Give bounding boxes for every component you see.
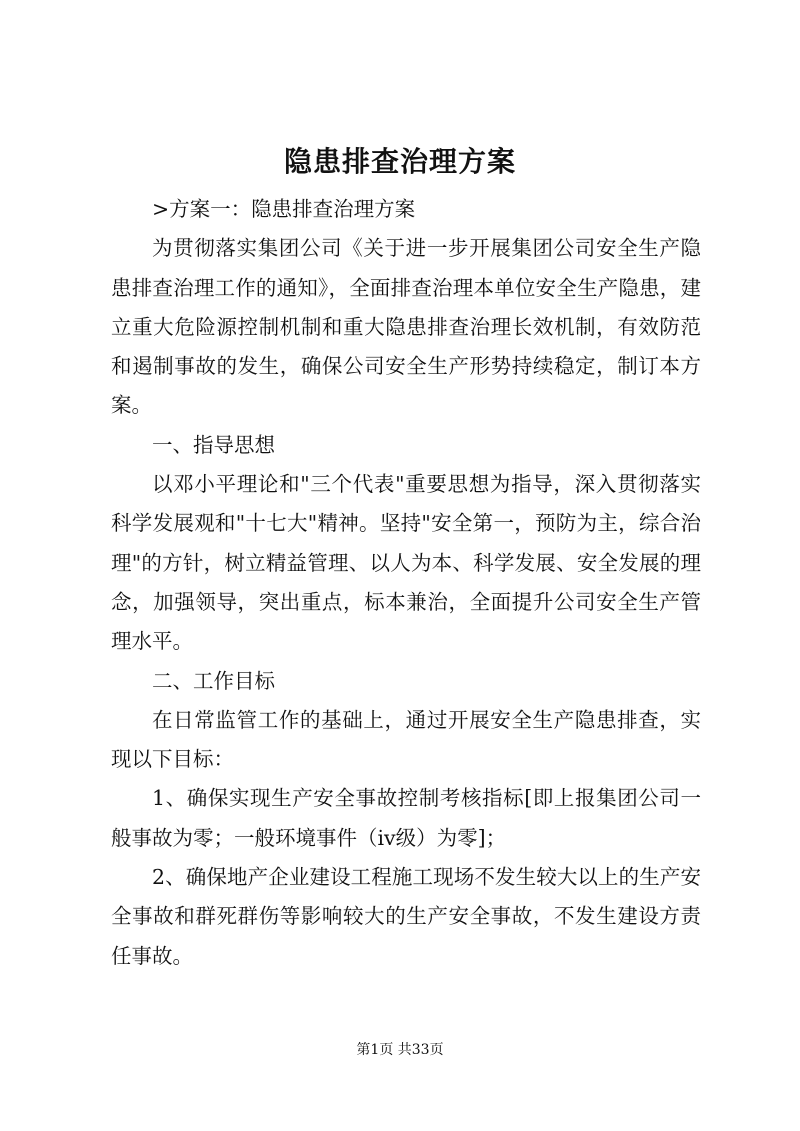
guiding-thought-paragraph: 以邓小平理论和"三个代表"重要思想为指导，深入贯彻落实科学发展观和"十七大"精神。坚持"安全第一，预防为主，综合治理"的方针，树立精益管理、以人为本、科学发展、安全发展的理念，加强领导，突出重点，标本兼治，全面提升公司安全生产管理水平。 [111,472,701,654]
document-title: 隐患排查治理方案 [283,145,516,178]
goal-item-1: 1、确保实现生产安全事故控制考核指标[即上报集团公司一般事故为零；一般环境事件（iv级）为零]； [111,786,701,850]
scheme-heading: >方案一：隐患排查治理方案 [152,197,416,221]
page-footer: 第1页 共33页 [356,1042,444,1058]
section-heading-work-goals: 二、工作目标 [152,668,275,693]
document-body [111,190,701,976]
goal-item-2: 2、确保地产企业建设工程施工现场不发生较大以上的生产安全事故和群死群伤等影响较大的生产安全事故，不发生建设方责任事故。 [111,865,701,968]
work-goals-paragraph: 在日常监管工作的基础上，通过开展安全生产隐患排查，实现以下目标： [111,707,701,772]
intro-paragraph: 为贯彻落实集团公司《关于进一步开展集团公司安全生产隐患排查治理工作的通知》，全面排查治理本单位安全生产隐患，建立重大危险源控制机制和重大隐患排查治理长效机制，有效防范和遏制事故的发生，确保公司安全生产形势持续稳定，制订本方案。 [111,236,701,418]
section-heading-guiding-thought: 一、指导思想 [152,432,275,457]
